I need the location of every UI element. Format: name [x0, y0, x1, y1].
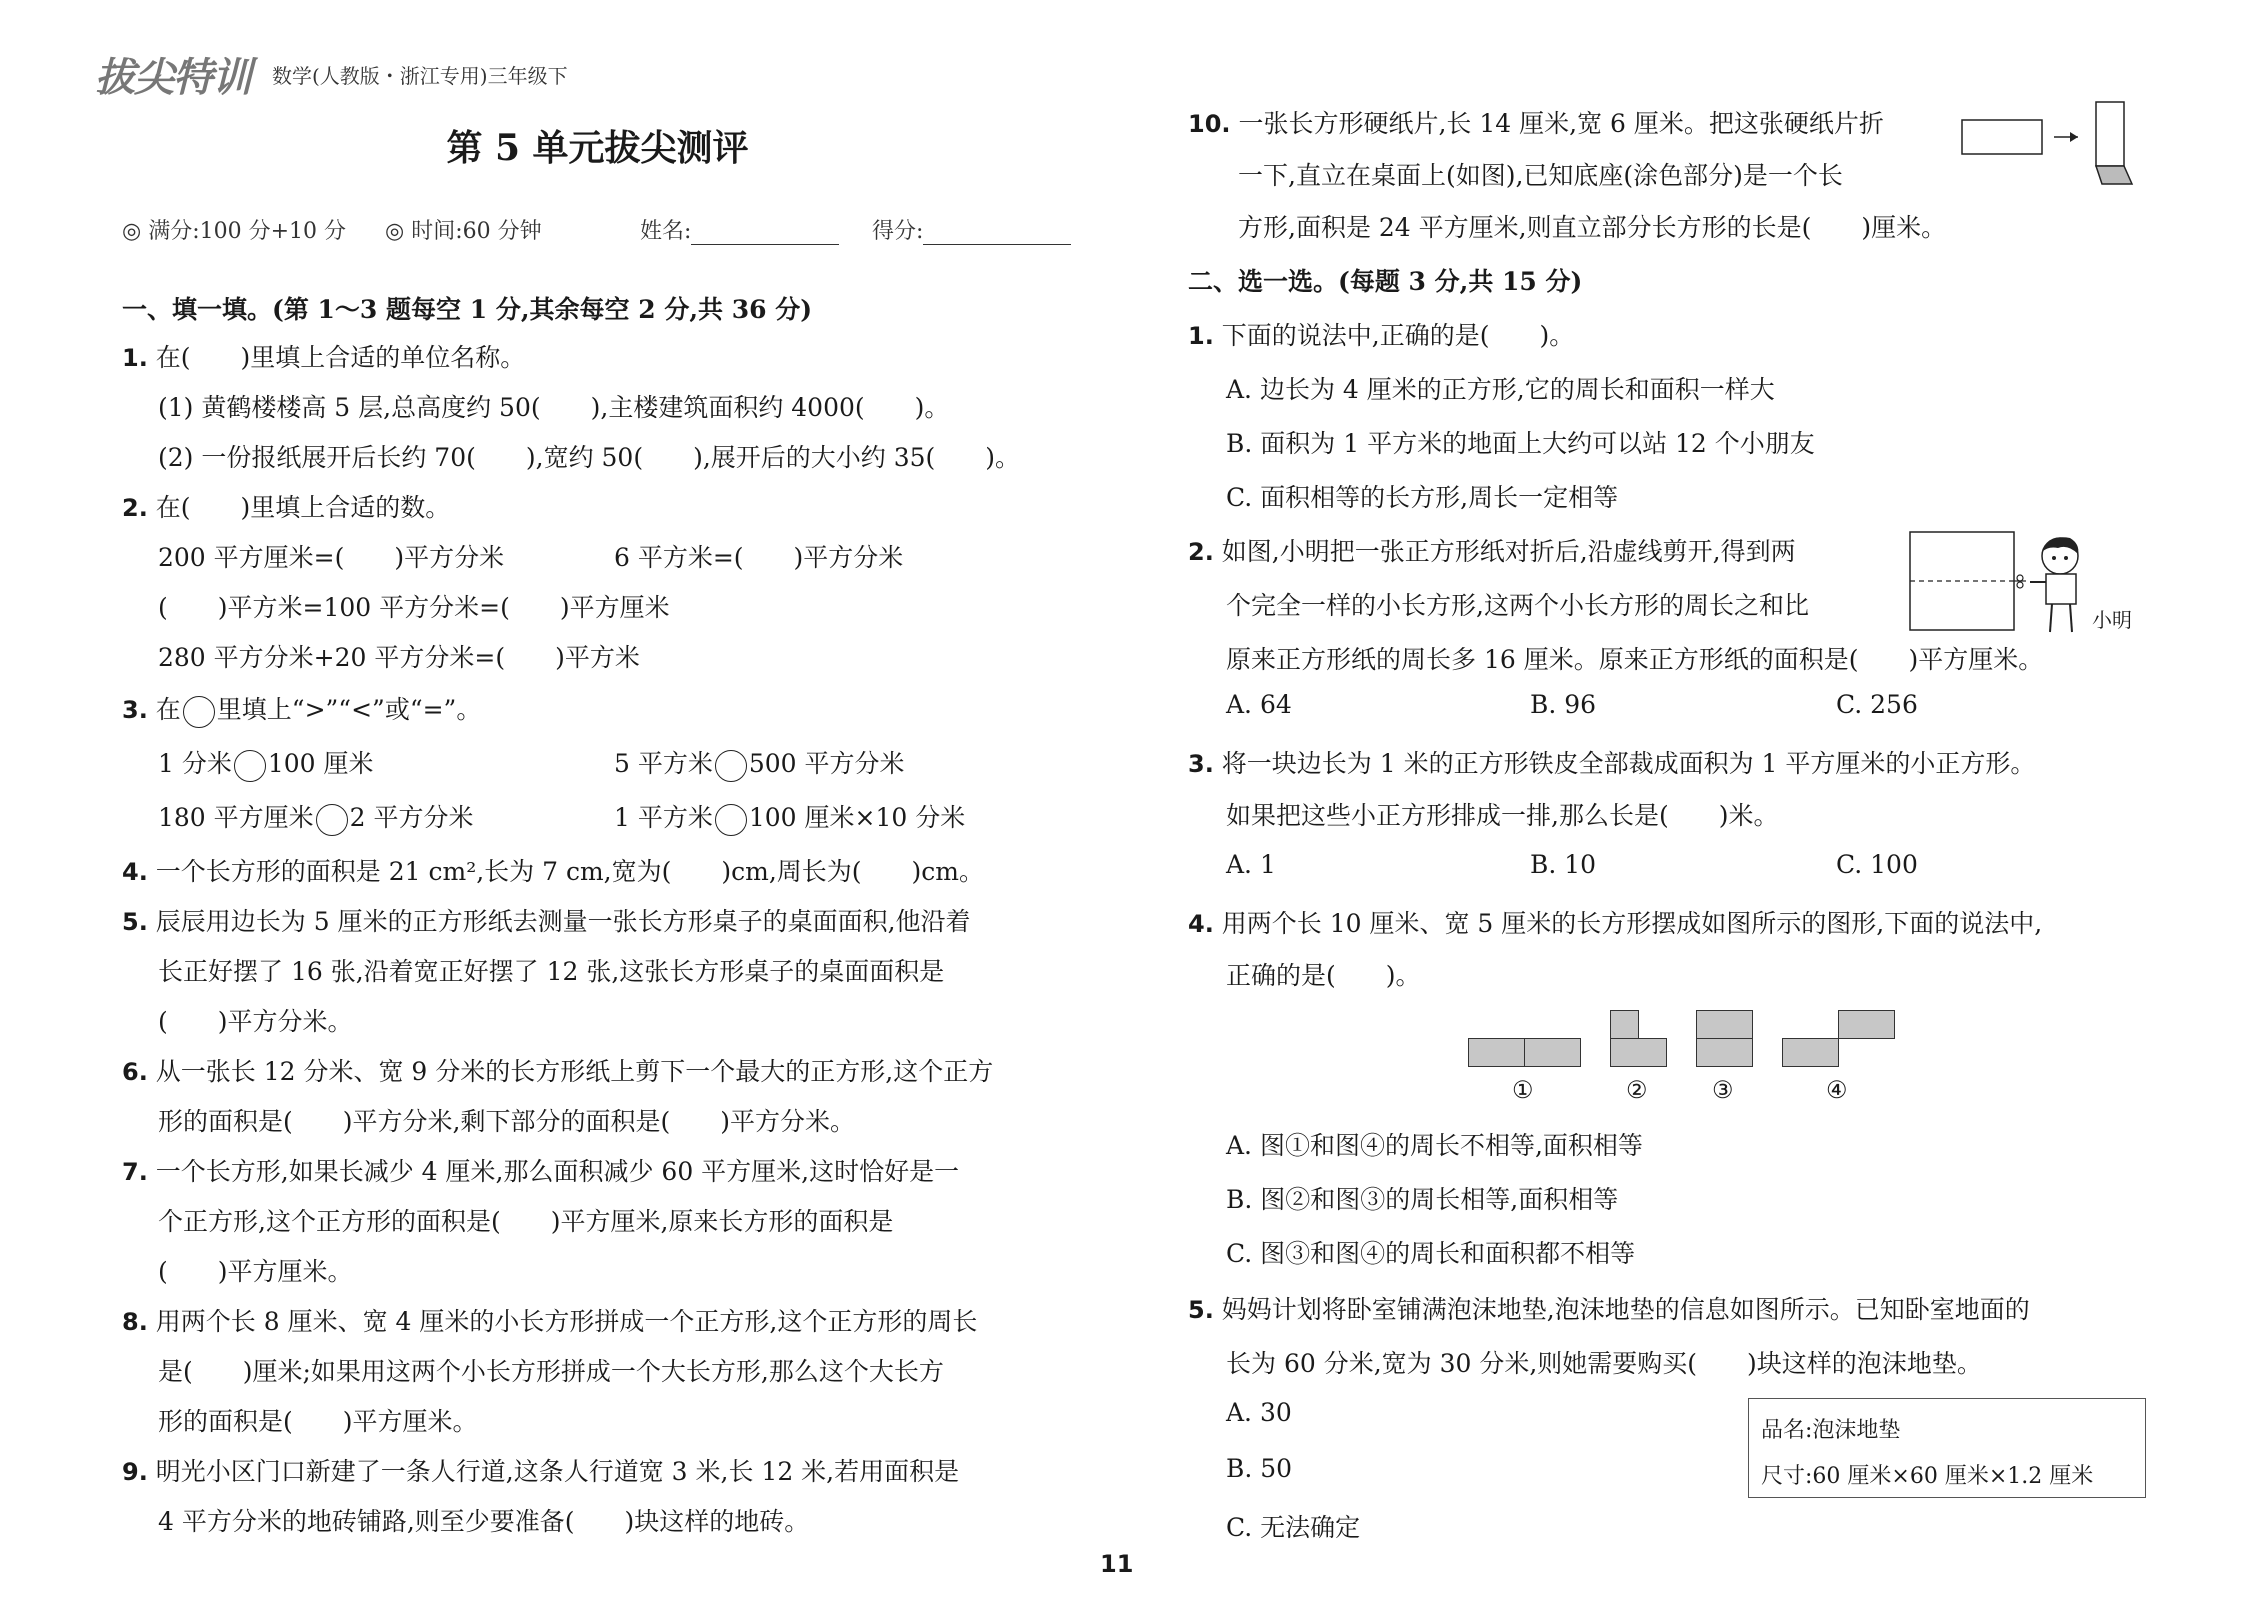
q2-item-a1: 200 平方厘米=( )平方分米: [158, 543, 505, 572]
compare-circle-icon: [183, 696, 215, 728]
figure4-label: ④: [1826, 1076, 1848, 1104]
q3-b1-right: 2 平方分米: [349, 803, 474, 832]
name-label: 姓名:: [640, 219, 692, 244]
s2q1-option-a[interactable]: A. 边长为 4 厘米的正方形,它的周长和面积一样大: [1226, 375, 1775, 404]
s2q3-line1: [1188, 744, 2035, 780]
compare-circle-icon[interactable]: [715, 804, 747, 836]
section1-title: 一、填一填。(第 1～3 题每空 1 分,其余每空 2 分,共 36 分): [122, 295, 813, 324]
s2q3-text1: 将一块边长为 1 米的正方形铁皮全部裁成面积为 1 平方厘米的小正方形。: [1221, 749, 2036, 778]
q4: [122, 852, 984, 888]
q2-stem: [122, 488, 450, 524]
folded-card-figure: [1960, 98, 2150, 190]
score-blank[interactable]: [923, 218, 1071, 245]
s2q4-line1: [1188, 904, 2042, 940]
q9-line1: [122, 1452, 959, 1488]
q7-line3: ( )平方厘米。: [158, 1257, 353, 1286]
figure4-rect-bottom: [1782, 1038, 1839, 1067]
q3-b1-left: 180 平方厘米: [158, 803, 314, 832]
figure2-rect-top: [1610, 1010, 1639, 1039]
figure2-label: ②: [1626, 1076, 1648, 1104]
q1-part2: (2) 一份报纸展开后长约 70( ),宽约 50( ),展开后的大小约 35( )。: [158, 443, 1021, 472]
q1-number: 1.: [122, 344, 148, 372]
square-paper-figure: [1908, 528, 2108, 640]
s2q2-line2: 个完全一样的小长方形,这两个小长方形的周长之和比: [1226, 591, 1809, 620]
time-limit: ◎ 时间:60 分钟: [385, 219, 542, 244]
q8-line2: 是( )厘米;如果用这两个小长方形拼成一个大长方形,那么这个大长方: [158, 1357, 944, 1386]
compare-circle-icon[interactable]: [316, 804, 348, 836]
q3-a2-left: 5 平方米: [614, 749, 713, 778]
q3-b2-left: 1 平方米: [614, 803, 713, 832]
page-title: 第 5 单元拔尖测评: [446, 127, 749, 169]
q3-stem: [122, 690, 481, 728]
q6-line2: 形的面积是( )平方分米,剩下部分的面积是( )平方分米。: [158, 1107, 855, 1136]
product-info-box: [1748, 1398, 2146, 1498]
q3-b2-right: 100 厘米×10 分米: [748, 803, 966, 832]
s2q4-option-b[interactable]: B. 图②和图③的周长相等,面积相等: [1226, 1185, 1619, 1214]
q10-line3: 方形,面积是 24 平方厘米,则直立部分长方形的长是( )厘米。: [1238, 213, 1947, 242]
s2q4-option-c[interactable]: C. 图③和图④的周长和面积都不相等: [1226, 1239, 1636, 1268]
s2q5-line1: [1188, 1290, 2030, 1326]
q9-line2: 4 平方分米的地砖铺路,则至少要准备( )块这样的地砖。: [158, 1507, 810, 1536]
s2q2-option-a[interactable]: A. 64: [1226, 690, 1292, 719]
compare-circle-icon[interactable]: [234, 750, 266, 782]
figure3-rect-top: [1696, 1010, 1753, 1039]
q7-line2: 个正方形,这个正方形的面积是( )平方厘米,原来长方形的面积是: [158, 1207, 894, 1236]
s2q3-option-b[interactable]: B. 10: [1530, 850, 1597, 879]
q8-text1: 用两个长 8 厘米、宽 4 厘米的小长方形拼成一个正方形,这个正方形的周长: [155, 1307, 978, 1336]
q6-number: 6.: [122, 1058, 148, 1086]
s2q4-option-a[interactable]: A. 图①和图④的周长不相等,面积相等: [1226, 1131, 1643, 1160]
q4-number: 4.: [122, 858, 148, 886]
q2-item-c: 280 平方分米+20 平方分米=( )平方米: [158, 643, 640, 672]
q7-number: 7.: [122, 1158, 148, 1186]
figure1-label: ①: [1512, 1076, 1534, 1104]
figure4-rect-top: [1838, 1010, 1895, 1039]
q2-text: 在( )里填上合适的数。: [155, 493, 451, 522]
s2q1-number: 1.: [1188, 322, 1214, 350]
q10-line2: 一下,直立在桌面上(如图),已知底座(涂色部分)是一个长: [1238, 161, 1843, 190]
q2-item-b: ( )平方米=100 平方分米=( )平方厘米: [158, 593, 670, 622]
name-blank[interactable]: [691, 218, 839, 245]
q3-a1-left: 1 分米: [158, 749, 232, 778]
q3-a1-right: 100 厘米: [267, 749, 374, 778]
s2q5-option-b[interactable]: B. 50: [1226, 1454, 1293, 1483]
q2-number: 2.: [122, 494, 148, 522]
q1-part1: (1) 黄鹤楼楼高 5 层,总高度约 50( ),主楼建筑面积约 4000( )。: [158, 393, 950, 422]
q3-post: 里填上“>”“<”或“=”。: [216, 695, 482, 724]
q1-stem: [122, 338, 525, 374]
s2q5-line2: 长为 60 分米,宽为 30 分米,则她需要购买( )块这样的泡沫地垫。: [1226, 1349, 1982, 1378]
s2q4-text1: 用两个长 10 厘米、宽 5 厘米的长方形摆成如图所示的图形,下面的说法中,: [1221, 909, 2043, 938]
s2q1-option-c[interactable]: C. 面积相等的长方形,周长一定相等: [1226, 483, 1619, 512]
q8-line1: [122, 1302, 977, 1338]
q6-line1: [122, 1052, 993, 1088]
s2q2-line1: [1188, 532, 1796, 568]
q7-text1: 一个长方形,如果长减少 4 厘米,那么面积减少 60 平方厘米,这时恰好是一: [155, 1157, 960, 1186]
q1-text: 在( )里填上合适的单位名称。: [155, 343, 526, 372]
s2q3-option-c[interactable]: C. 100: [1836, 850, 1918, 879]
s2q5-option-a[interactable]: A. 30: [1226, 1398, 1292, 1427]
s2q1-option-b[interactable]: B. 面积为 1 平方米的地面上大约可以站 12 个小朋友: [1226, 429, 1815, 458]
score-label: 得分:: [872, 219, 924, 244]
s2q5-text1: 妈妈计划将卧室铺满泡沫地垫,泡沫地垫的信息如图所示。已知卧室地面的: [1221, 1295, 2030, 1324]
brand-logo: 拔尖特训: [95, 55, 251, 101]
figure1-rect-left: [1468, 1038, 1525, 1067]
figure3-rect-bottom: [1696, 1038, 1753, 1067]
figure3-label: ③: [1712, 1076, 1734, 1104]
compare-circle-icon[interactable]: [715, 750, 747, 782]
figure1-rect-right: [1524, 1038, 1581, 1067]
s2q1-stem: [1188, 316, 1574, 352]
s2q3-line2: 如果把这些小正方形排成一排,那么长是( )米。: [1226, 801, 1779, 830]
q5-line3: ( )平方分米。: [158, 1007, 353, 1036]
q3-item-b1: [158, 798, 474, 836]
q10-number: 10.: [1188, 110, 1231, 138]
page-number: 11: [1100, 1550, 1134, 1578]
s2q1-text: 下面的说法中,正确的是( )。: [1221, 321, 1575, 350]
full-score: ◎ 满分:100 分+10 分: [122, 219, 347, 244]
subject-label: 数学(人教版・浙江专用)三年级下: [272, 64, 568, 88]
product-size: 尺寸:60 厘米×60 厘米×1.2 厘米: [1761, 1464, 2094, 1489]
q10-text1: 一张长方形硬纸片,长 14 厘米,宽 6 厘米。把这张硬纸片折: [1238, 109, 1884, 138]
s2q2-option-c[interactable]: C. 256: [1836, 690, 1918, 719]
xiaoming-label: 小明: [2092, 608, 2132, 632]
q3-item-a2: [614, 744, 905, 782]
q3-item-a1: [158, 744, 374, 782]
figure2-rect-bottom: [1610, 1038, 1667, 1067]
s2q2-line3: 原来正方形纸的周长多 16 厘米。原来正方形纸的面积是( )平方厘米。: [1226, 645, 2044, 674]
name-field: [640, 214, 839, 245]
q10-line1: [1188, 104, 1884, 140]
q5-number: 5.: [122, 908, 148, 936]
q3-item-b2: [614, 798, 965, 836]
s2q2-option-b[interactable]: B. 96: [1530, 690, 1597, 719]
s2q3-option-a[interactable]: A. 1: [1226, 850, 1276, 879]
s2q5-option-c[interactable]: C. 无法确定: [1226, 1513, 1361, 1542]
q5-text1: 辰辰用边长为 5 厘米的正方形纸去测量一张长方形桌子的桌面面积,他沿着: [155, 907, 971, 936]
q3-pre: 在: [155, 695, 181, 724]
q6-text1: 从一张长 12 分米、宽 9 分米的长方形纸上剪下一个最大的正方形,这个正方: [155, 1057, 994, 1086]
q5-line2: 长正好摆了 16 张,沿着宽正好摆了 12 张,这张长方形桌子的桌面面积是: [158, 957, 945, 986]
q8-number: 8.: [122, 1308, 148, 1336]
q2-item-a2: 6 平方米=( )平方分米: [614, 543, 904, 572]
section2-title: 二、选一选。(每题 3 分,共 15 分): [1188, 267, 1583, 296]
s2q4-number: 4.: [1188, 910, 1214, 938]
q3-number: 3.: [122, 696, 148, 724]
product-name: 品名:泡沫地垫: [1761, 1418, 1901, 1443]
s2q2-text1: 如图,小明把一张正方形纸对折后,沿虚线剪开,得到两: [1221, 537, 1796, 566]
s2q5-number: 5.: [1188, 1296, 1214, 1324]
q5-line1: [122, 902, 971, 938]
q3-a2-right: 500 平方分米: [748, 749, 905, 778]
q9-text1: 明光小区门口新建了一条人行道,这条人行道宽 3 米,长 12 米,若用面积是: [155, 1457, 960, 1486]
s2q3-number: 3.: [1188, 750, 1214, 778]
q4-text: 一个长方形的面积是 21 cm²,长为 7 cm,宽为( )cm,周长为( )cm。: [155, 857, 984, 886]
s2q4-line2: 正确的是( )。: [1226, 961, 1421, 990]
score-field: [872, 214, 1071, 245]
q9-number: 9.: [122, 1458, 148, 1486]
q8-line3: 形的面积是( )平方厘米。: [158, 1407, 478, 1436]
s2q2-number: 2.: [1188, 538, 1214, 566]
q7-line1: [122, 1152, 959, 1188]
